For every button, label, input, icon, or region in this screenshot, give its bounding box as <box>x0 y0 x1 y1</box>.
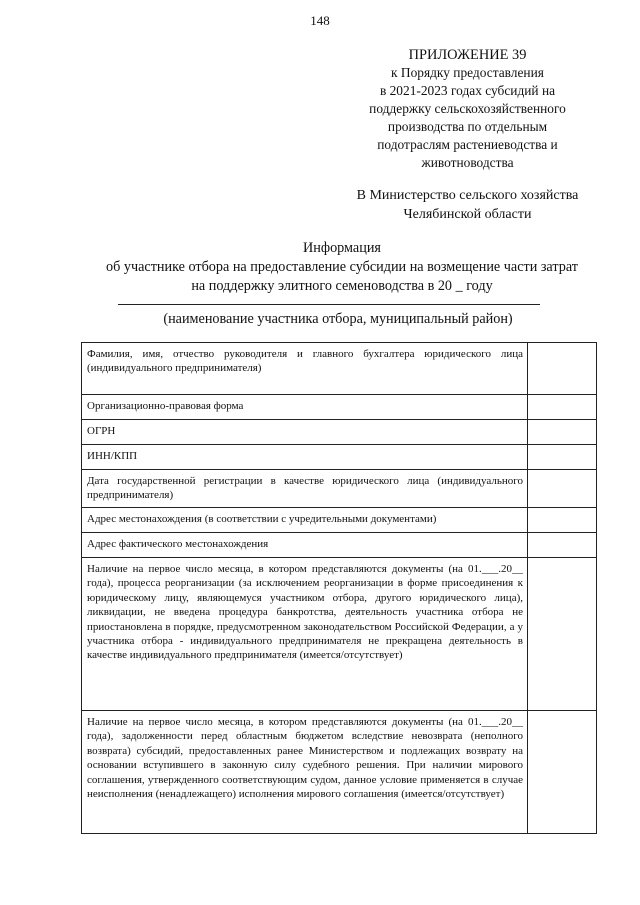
table-row <box>82 533 597 558</box>
row-value-cell[interactable] <box>528 470 597 508</box>
row-label: Организационно-правовая форма <box>82 395 528 420</box>
participant-name-blank-line[interactable] <box>118 304 540 305</box>
table-row <box>82 470 597 508</box>
appendix-title: ПРИЛОЖЕНИЕ 39 <box>408 47 527 63</box>
row-label: ОГРН <box>82 420 528 445</box>
table-row <box>82 558 597 711</box>
recipient-line: Челябинской области <box>403 207 532 222</box>
table-row <box>82 343 597 395</box>
row-label: ИНН/КПП <box>82 445 528 470</box>
appendix-line: подотраслям растениеводства и <box>377 137 558 152</box>
appendix-line: животноводства <box>421 155 514 170</box>
appendix-line: производства по отдельным <box>387 119 548 134</box>
row-label: Наличие на первое число месяца, в котором представляются документы (на 01.___.20__ года), задолженности перед областным бюджетом вследствие невозврата (неполного возврата) субсидий, предоставленных ранее Министерством и подлежащих возврату на основании вступившего в законную силу судебного решения. При наличии мирового соглашения, утвержденного соответствующим судом, данное условие применяется в случае неисполнения (ненадлежащего) исполнения мирового соглашения (имеется/отсутствует) <box>82 711 528 834</box>
document-title <box>0 239 640 296</box>
row-value-cell[interactable] <box>528 343 597 395</box>
page-number: 148 <box>310 13 330 28</box>
row-value-cell[interactable] <box>528 445 597 470</box>
row-label: Адрес фактического местонахождения <box>82 533 528 558</box>
participant-info-table <box>81 342 597 834</box>
row-label: Наличие на первое число месяца, в котором представляются документы (на 01.___.20__ года), процесса реорганизации (за исключением реорганизации в форме присоединения к юридическому лицу, являющемуся участником отбора, другого юридического лица), ликвидации, не введена процедура банкротства, деятельность участника отбора не приостановлена в порядке, предусмотренном законодательством Российской Федерации, а у участника отбора - индивидуального предпринимателя не прекращена деятельность в качестве индивидуального предпринимателя (имеется/отсутствует) <box>82 558 528 711</box>
document-title-line: Информация <box>303 240 381 256</box>
row-label: Дата государственной регистрации в качестве юридического лица (индивидуального предпринимателя) <box>82 470 528 508</box>
row-label: Адрес местонахождения (в соответствии с учредительными документами) <box>82 508 528 533</box>
document-title-line: об участнике отбора на предоставление субсидии на возмещение части затрат <box>106 259 578 275</box>
recipient-block <box>340 186 595 224</box>
row-value-cell[interactable] <box>528 420 597 445</box>
table-row <box>82 395 597 420</box>
recipient-line: В Министерство сельского хозяйства <box>356 188 579 203</box>
table-row <box>82 711 597 834</box>
table-row <box>82 420 597 445</box>
row-value-cell[interactable] <box>528 508 597 533</box>
appendix-header <box>340 46 595 172</box>
appendix-line: к Порядку предоставления <box>391 65 544 80</box>
row-value-cell[interactable] <box>528 533 597 558</box>
participant-name-caption: (наименование участника отбора, муниципальный район) <box>163 311 513 327</box>
appendix-line: поддержку сельскохозяйственного <box>369 101 566 116</box>
table-row <box>82 508 597 533</box>
appendix-line: в 2021-2023 годах субсидий на <box>379 83 556 98</box>
row-label: Фамилия, имя, отчество руководителя и главного бухгалтера юридического лица (индивидуального предпринимателя) <box>82 343 528 395</box>
document-title-line: на поддержку элитного семеноводства в 20 _ году <box>191 278 493 294</box>
row-value-cell[interactable] <box>528 395 597 420</box>
row-value-cell[interactable] <box>528 558 597 711</box>
table-row <box>82 445 597 470</box>
row-value-cell[interactable] <box>528 711 597 834</box>
